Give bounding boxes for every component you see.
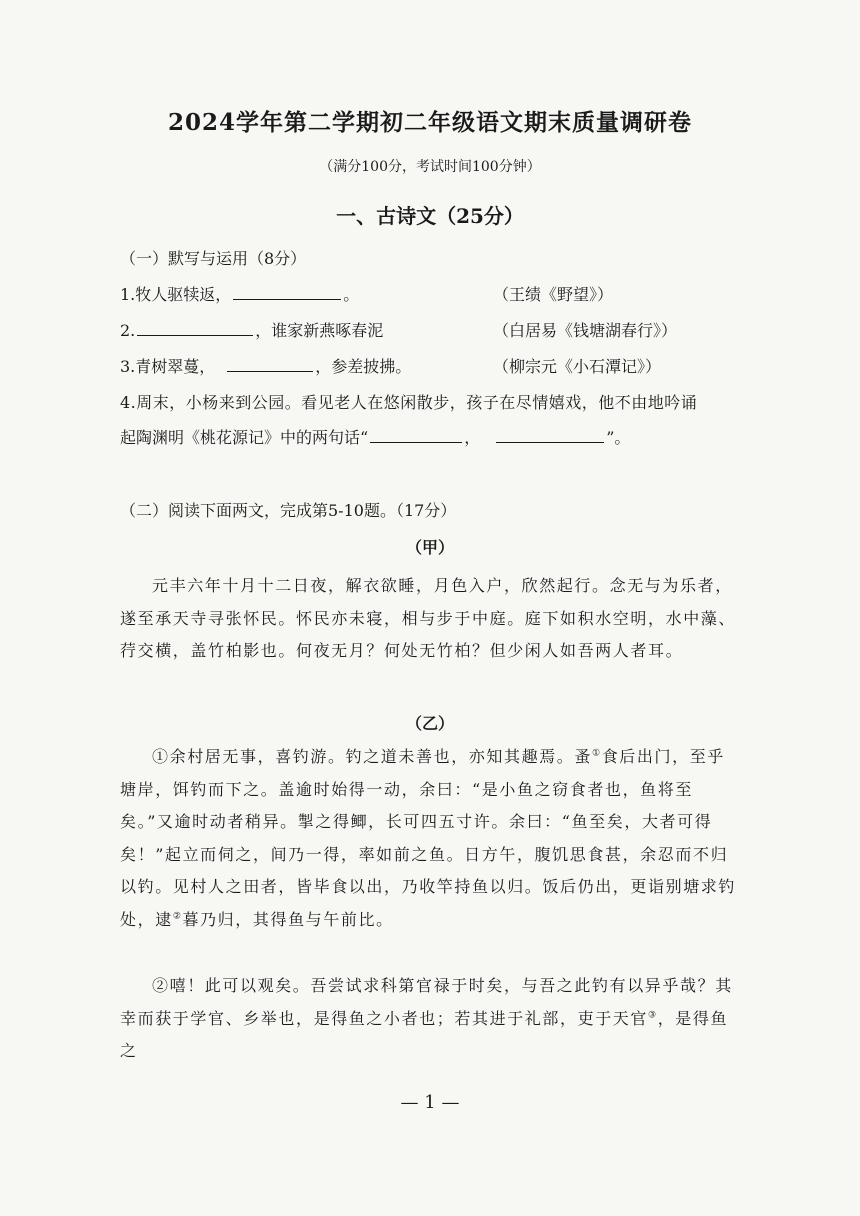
- passage-jia-label: （甲）: [405, 538, 454, 557]
- question-3-suffix: ，参差披拂。: [315, 357, 412, 376]
- question-1: [120, 282, 359, 305]
- page-subtitle: （满分100分，考试时间100分钟）: [319, 159, 541, 175]
- question-4-suffix: ”。: [606, 428, 631, 447]
- part1-heading: （一）默写与运用（8分）: [120, 249, 307, 268]
- question-4-line-2: [120, 425, 630, 448]
- passage-jia-text: 元丰六年十月十二日夜，解衣欲睡，月色入户，欣然起行。念无与为乐者，遂至承天寺寻张怀民。怀民亦未寝，相与步于中庭。庭下如积水空明，水中藻、荇交横，盖竹柏影也。何夜无月？何处无竹柏？但少闲人如吾两人者耳。: [120, 576, 737, 660]
- passage-yi-p1-part-a: ①余村居无事，喜钓游。钓之道未善也，亦知其趣焉。蚤: [152, 747, 593, 766]
- question-3-prefix: 3.青树翠蔓，: [120, 357, 216, 376]
- answer-blank-2[interactable]: [137, 321, 253, 336]
- question-3: [120, 354, 411, 377]
- passage-yi-p2-part-a: ②嘻！此可以观矣。吾尝试求科第官禄于时矣，与吾之此钓有以异乎哉？其幸而获于学官、乡举也，是得鱼之小者也；若其进于礼部，吏于天官: [120, 976, 733, 1028]
- footnote-marker-2: ②: [172, 911, 183, 922]
- answer-blank-4a[interactable]: [370, 428, 462, 443]
- question-4-prefix: 起陶渊明《桃花源记》中的两句话“: [120, 428, 369, 447]
- question-2-suffix: ，谁家新燕啄春泥: [255, 321, 384, 340]
- section-one-heading: 一、古诗文（25分）: [336, 204, 524, 228]
- footnote-marker-3: ③: [648, 1010, 658, 1021]
- question-4-mid: ，: [464, 428, 481, 447]
- passage-yi-paragraph-1: [120, 741, 740, 936]
- question-3-source: （柳宗元《小石潭记》）: [493, 357, 662, 376]
- question-2-prefix: 2.: [120, 321, 136, 340]
- answer-blank-1[interactable]: [233, 285, 341, 300]
- answer-blank-4b[interactable]: [496, 428, 604, 443]
- question-2-source: （白居易《钱塘湖春行》）: [493, 321, 678, 340]
- question-2: [120, 318, 383, 341]
- passage-yi-paragraph-2: [120, 970, 740, 1068]
- question-1-prefix: 1.牧人驱犊返，: [120, 285, 232, 304]
- page-number: — 1 —: [400, 1092, 460, 1113]
- passage-yi-p1-part-b: 食后出门，至乎塘岸，饵钓而下之。盖逾时始得一动，余曰：“是小鱼之窃食者也，鱼将至矣。”又逾时动者稍异。掣之得鲫，长可四五寸许。余曰：“鱼至矣，大者可得矣！”起立而伺之，间乃一得，率如前之鱼。日方午，腹饥思食甚，余忍而不归以钓。见村人之田者，皆毕食以出，乃收竿持鱼以归。饭后仍出，更诣别塘求钓处，逮: [120, 747, 737, 929]
- footnote-marker-1: ①: [592, 748, 602, 759]
- question-4-line-1: 4.周末，小杨来到公园。看见老人在悠闲散步，孩子在尽情嬉戏，他不由地吟诵: [120, 393, 698, 412]
- question-1-suffix: 。: [343, 285, 360, 304]
- page-title: 2024学年第二学期初二年级语文期末质量调研卷: [167, 109, 692, 136]
- part2-heading: （二）阅读下面两文，完成第5-10题。（17分）: [120, 501, 457, 520]
- question-1-source: （王绩《野望》）: [493, 285, 614, 304]
- passage-yi-p2-part-b: ，是得鱼之: [120, 1008, 729, 1060]
- answer-blank-3[interactable]: [227, 357, 313, 372]
- passage-yi-label: （乙）: [405, 714, 454, 733]
- passage-yi-p1-part-c: 暮乃归，其得鱼与午前比。: [182, 909, 394, 929]
